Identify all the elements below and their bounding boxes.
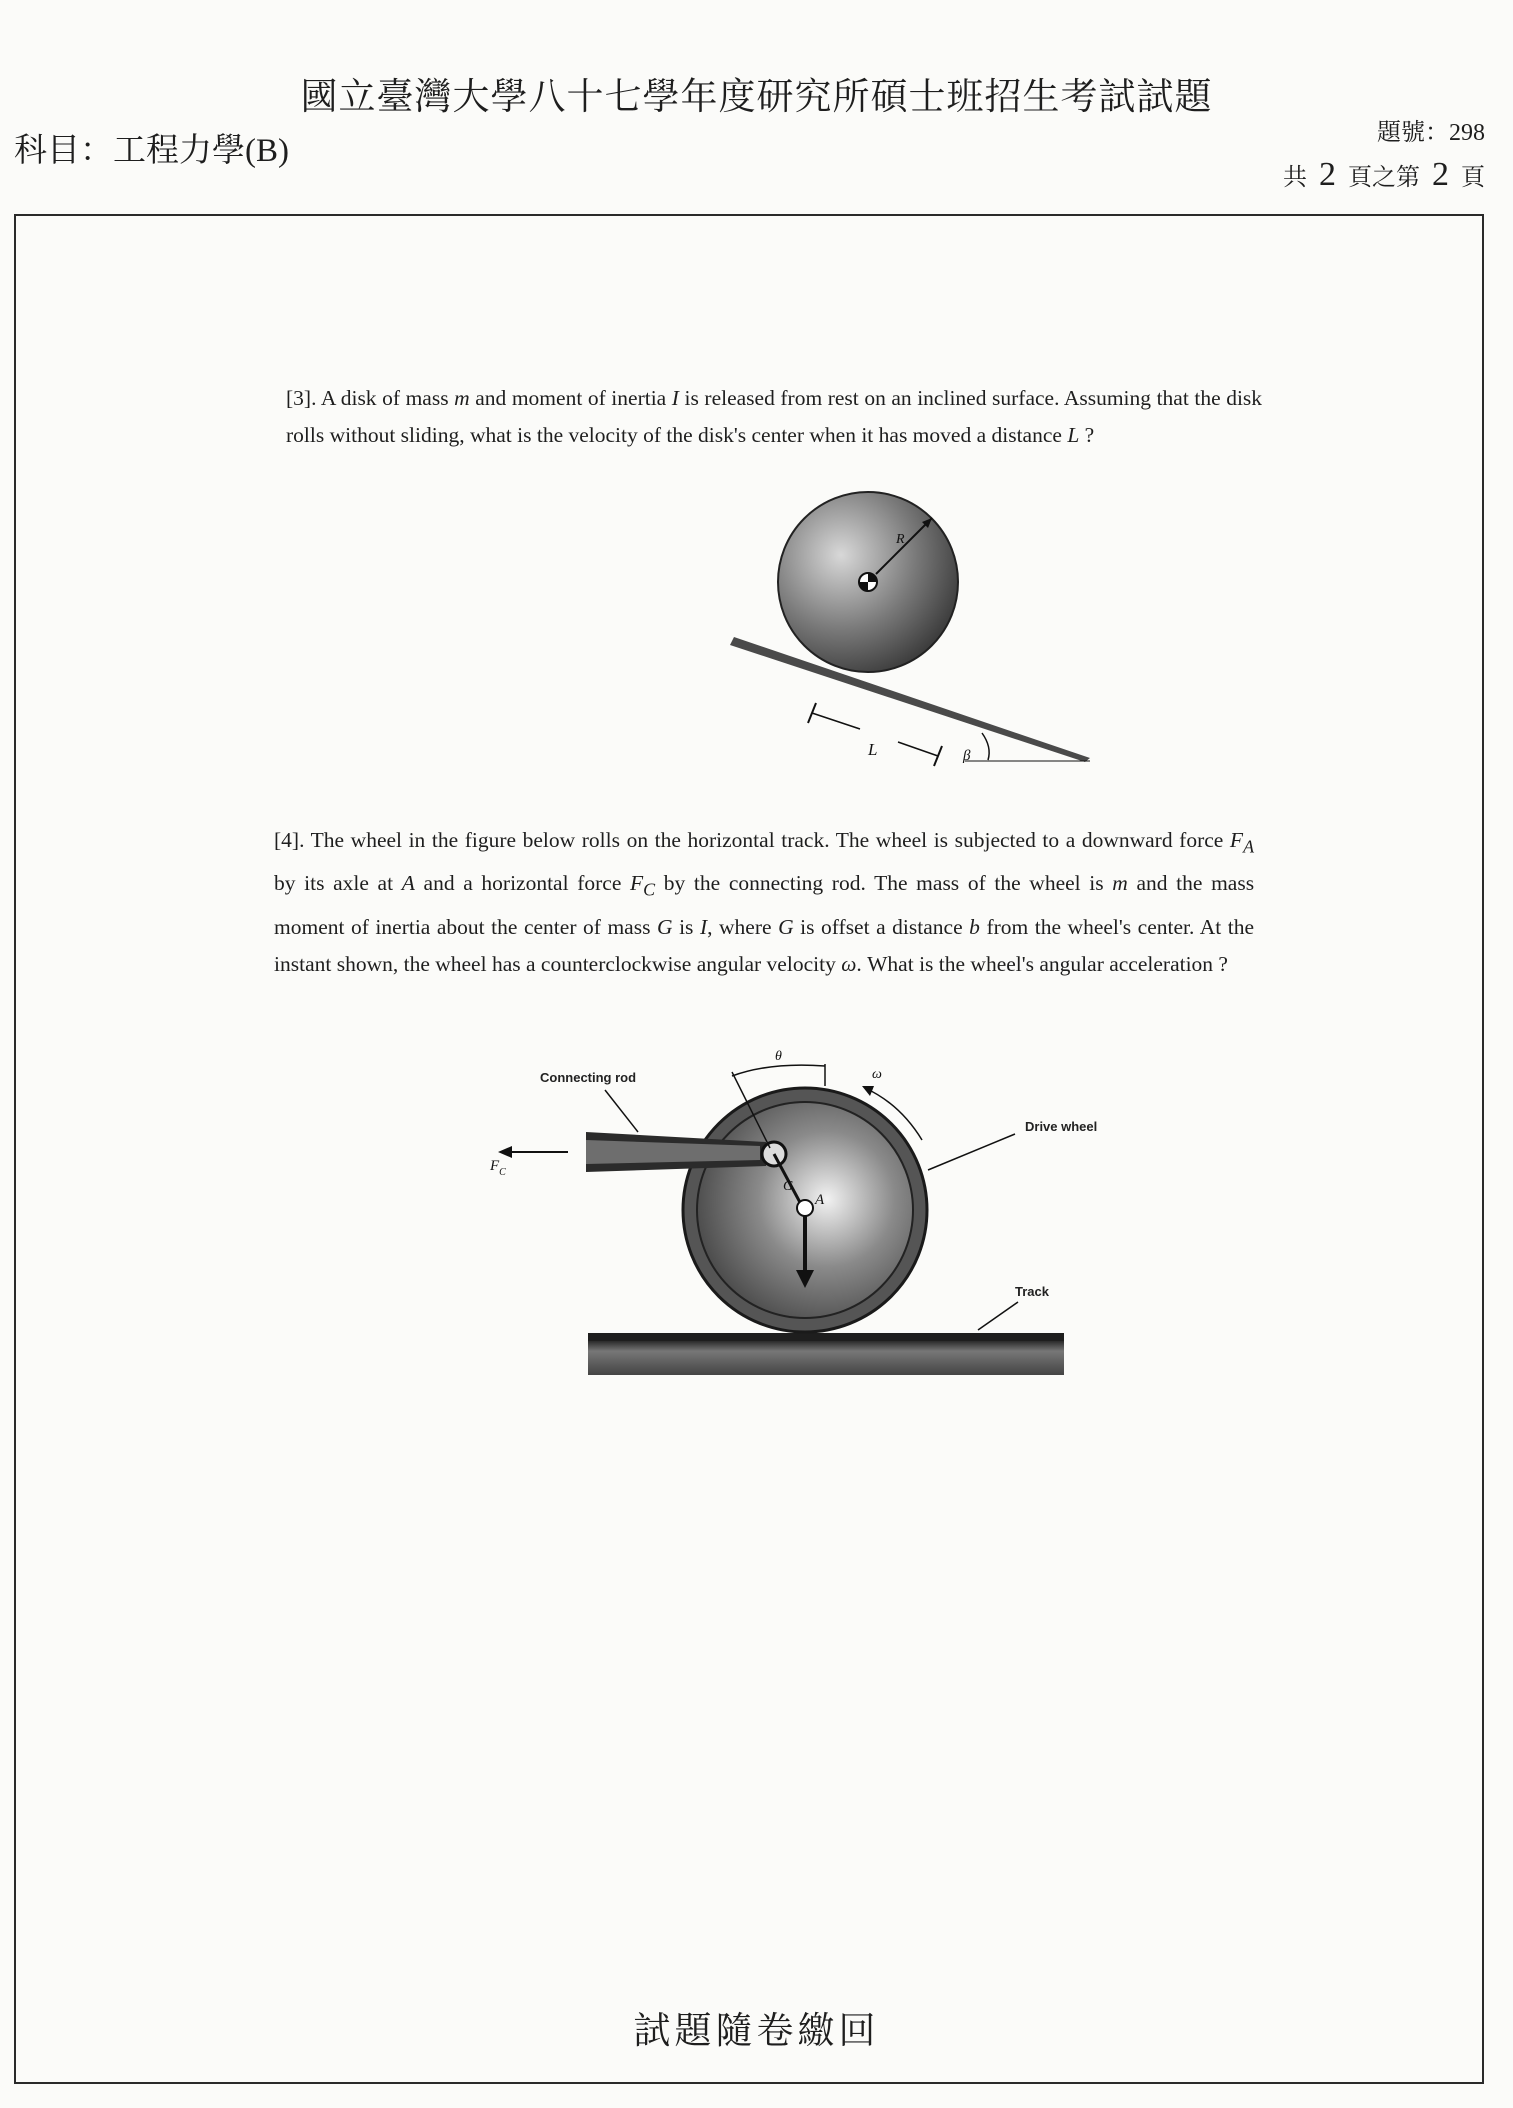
q4-text: is (679, 914, 694, 939)
page-middle: 頁之第 (1348, 165, 1420, 191)
distance-label: L (868, 740, 878, 759)
q4-var: I (699, 914, 708, 939)
q4-var (630, 871, 656, 900)
page-info (1283, 156, 1485, 194)
q4-text: is offset a distance (800, 914, 963, 939)
theta-label: θ (775, 1049, 782, 1064)
distance-dimension (812, 713, 860, 729)
theta-arc (732, 1065, 825, 1076)
angle-label: β (963, 748, 971, 764)
q3-text: A disk of mass (320, 386, 449, 410)
q4-var: b (969, 914, 980, 939)
drive-wheel-leader (928, 1134, 1015, 1170)
angle-arc (982, 733, 989, 760)
force-label-sub: C (499, 1167, 506, 1178)
q4-var-sub: C (643, 879, 656, 900)
track-leader (978, 1302, 1018, 1330)
radius-label: R (896, 532, 905, 547)
rod-leader (605, 1090, 638, 1132)
disk-incline-figure (720, 485, 1100, 775)
q3-text: ? (1084, 423, 1095, 447)
q3-label: [3]. (286, 386, 317, 410)
question-3 (286, 380, 1262, 454)
q3-var: m (454, 386, 470, 410)
q4-text: from the wheel's center. At the instant shown, the wheel has a counterclockwise angular velocity (274, 914, 1255, 976)
track (588, 1341, 1064, 1375)
current-page: 2 (1432, 156, 1449, 193)
force-label-name: F (490, 1158, 500, 1174)
point-g-label: G (783, 1179, 794, 1194)
exam-title: 國立臺灣大學八十七學年度研究所碩士班招生考試試題 (300, 77, 1213, 118)
page-suffix: 頁 (1461, 165, 1485, 191)
q4-var-sub: A (1243, 836, 1255, 857)
q4-var: m (1112, 871, 1128, 896)
total-pages: 2 (1319, 156, 1336, 193)
q4-text: , where (707, 914, 772, 939)
q4-text: The wheel in the figure below rolls on the horizontal track. The wheel is subjected to a downward force (310, 828, 1224, 852)
axle-a (797, 1200, 813, 1216)
q4-label: [4]. (274, 828, 305, 852)
track-label: Track (1015, 1284, 1049, 1299)
q4-text: . What is the wheel's angular acceleration ? (856, 951, 1228, 976)
subject-label: 科目：工程力學(B) (14, 133, 289, 169)
drive-wheel-figure (470, 1040, 1130, 1400)
question-number: 題號：298 (1377, 120, 1485, 146)
footer-note: 試題隨卷繳回 (633, 2011, 880, 2052)
drive-wheel-label: Drive wheel (1025, 1119, 1098, 1134)
q3-text: and moment of inertia (475, 386, 667, 410)
q4-text: by its axle at (274, 871, 394, 896)
q3-text: is released from rest on an inclined surface. Assuming that the disk rolls without sliding, what is the velocity of the disk's center when it has moved a distance (286, 386, 1263, 447)
q4-text: by the connecting rod. The mass of the wheel is (663, 871, 1104, 896)
q4-var: ω (841, 951, 857, 976)
q4-var-name: F (630, 871, 644, 896)
q3-var: L (1067, 423, 1080, 447)
point-a-label: A (815, 1192, 825, 1208)
q4-var: G (778, 914, 794, 939)
page-prefix: 共 (1283, 165, 1307, 191)
connecting-rod-label: Connecting rod (540, 1070, 637, 1085)
q4-var-name: F (1229, 828, 1244, 852)
track-top (588, 1333, 1064, 1341)
q4-text: and the mass moment of inertia about the center of mass (274, 871, 1255, 939)
q4-var (1229, 828, 1255, 857)
omega-label: ω (872, 1067, 882, 1082)
q4-text: and a horizontal force (423, 871, 622, 896)
force-label (489, 1158, 506, 1178)
question-4 (274, 822, 1254, 983)
q4-var: A (401, 871, 415, 896)
q3-var: I (671, 386, 679, 410)
q4-var: G (657, 914, 673, 939)
